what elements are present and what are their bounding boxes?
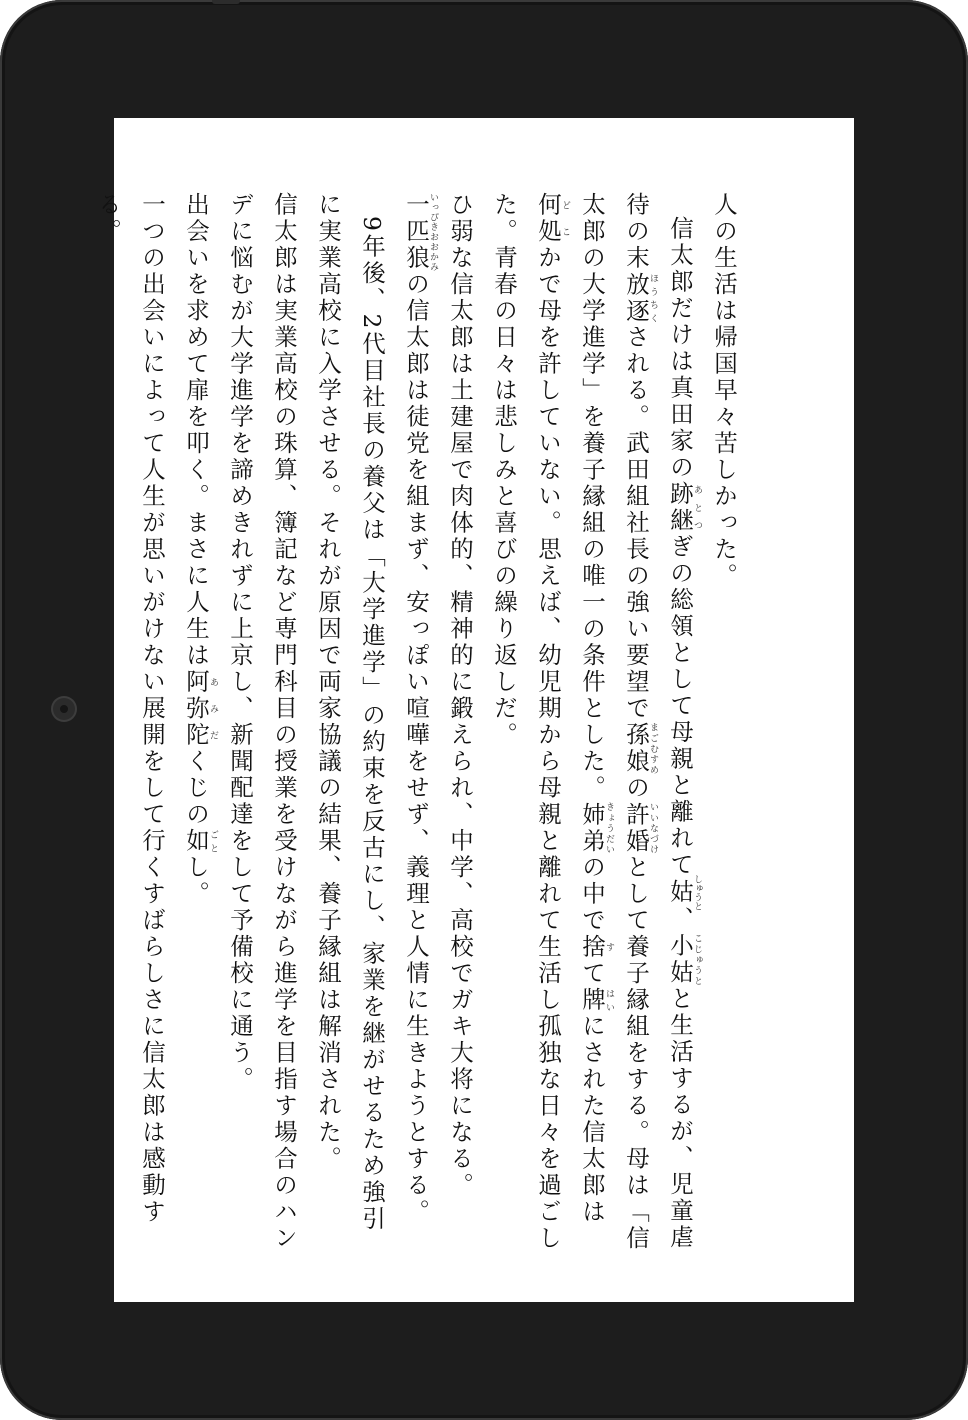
text-run: の信太郎は徒党を組まず、安っぽい喧嘩をせず、義理と人情に生きようとする。 bbox=[402, 271, 430, 1226]
text-run: 、 bbox=[666, 906, 694, 933]
ruby-base: 一匹狼 bbox=[402, 192, 430, 272]
ruby-base: 阿弥陀 bbox=[182, 669, 210, 749]
paragraph bbox=[482, 192, 702, 1252]
ruby-annotation: まごむすめ bbox=[648, 722, 658, 775]
ruby-annotation: いっぴきおおかみ bbox=[428, 192, 438, 272]
text-run: 9年後、2代目社長の養父は「大学進学」の約束を反古にし、家業を継がせるため強引に実業高校に入学させる。それが原因で両家協議の結果、養子縁組は解消された。 bbox=[314, 192, 386, 1232]
ruby-word bbox=[666, 874, 702, 910]
text-run: 人の生活は帰国早々苦しかった。 bbox=[710, 192, 738, 590]
paragraph bbox=[174, 192, 218, 1252]
text-run: と生活するが、児童虐待の末 bbox=[622, 192, 694, 1251]
ruby-base: 許婚 bbox=[622, 801, 650, 855]
text-run: かで母を許していない。思えば、幼児期から母親と離れて生活し孤独な日々を過ごした。青春の日々は悲しみと喜びの繰り返しだ。 bbox=[490, 192, 562, 1252]
text-run: て bbox=[578, 960, 606, 987]
ruby-base: 小姑 bbox=[666, 932, 694, 986]
ruby-word bbox=[666, 932, 702, 986]
ruby-word bbox=[666, 480, 702, 534]
ruby-word bbox=[534, 192, 570, 245]
ruby-word bbox=[578, 987, 614, 1014]
reader-screen[interactable] bbox=[94, 118, 854, 1302]
text-run: 一つの出会いによって人生が思いがけない展開をして行くすばらしさに信太郎は感動する。 bbox=[94, 192, 166, 1226]
ruby-annotation: きょうだい bbox=[604, 801, 614, 855]
ruby-base: 如 bbox=[182, 828, 210, 855]
ruby-word bbox=[402, 192, 438, 272]
ruby-word bbox=[622, 722, 658, 775]
paragraph bbox=[218, 192, 306, 1252]
ruby-base: 跡継 bbox=[666, 480, 694, 534]
ruby-annotation: あみだ bbox=[208, 669, 218, 749]
ruby-annotation: いいなづけ bbox=[648, 801, 658, 855]
ruby-annotation: ほうちく bbox=[648, 271, 658, 325]
camera-icon bbox=[53, 698, 75, 720]
text-run: として養子縁組をする。母は「信太郎の大学進学」を養子縁組の唯一の条件とした。 bbox=[578, 192, 650, 1252]
ruby-base: 捨 bbox=[578, 934, 606, 961]
ruby-base: 牌 bbox=[578, 987, 606, 1014]
text-run: 信太郎だけは真田家の bbox=[666, 215, 694, 481]
text-run: ひ弱な信太郎は土建屋で肉体的、精神的に鍛えられ、中学、高校でガキ大将になる。 bbox=[446, 192, 474, 1199]
text-run: の bbox=[622, 775, 650, 802]
ruby-base: 放逐 bbox=[622, 271, 650, 325]
ruby-annotation: す bbox=[604, 934, 614, 961]
ruby-word bbox=[578, 934, 614, 961]
text-run: 出会いを求めて扉を叩く。まさに人生は bbox=[182, 192, 210, 669]
ruby-base: 何処 bbox=[534, 192, 562, 245]
text-run: 信太郎は実業高校の珠算、簿記など専門科目の授業を受けながら進学を目指す場合のハンデに悩むが大学進学を諦めきれずに上京し、新聞配達をして予備校に通う。 bbox=[226, 192, 298, 1252]
paragraph bbox=[306, 192, 394, 1252]
ruby-annotation: しゅうと bbox=[692, 874, 702, 910]
speaker-notch bbox=[212, 0, 240, 4]
text-run: くじの bbox=[182, 748, 210, 828]
vertical-text-page bbox=[86, 192, 746, 1252]
paragraph bbox=[394, 192, 482, 1252]
paragraph bbox=[702, 192, 746, 1252]
text-run: にされた信太郎は bbox=[578, 1013, 606, 1226]
ruby-annotation: ごと bbox=[208, 828, 218, 855]
ruby-annotation: どこ bbox=[560, 192, 570, 245]
ruby-word bbox=[622, 271, 658, 325]
text-run: の中で bbox=[578, 854, 606, 934]
ruby-base: 姉弟 bbox=[578, 801, 606, 855]
ruby-annotation: はい bbox=[604, 987, 614, 1014]
ruby-word bbox=[182, 669, 218, 749]
text-run: し。 bbox=[182, 854, 210, 908]
paragraph bbox=[86, 192, 174, 1252]
ruby-base: 姑 bbox=[666, 874, 694, 910]
text-run: ぎの総領として母親と離れて bbox=[666, 533, 694, 878]
ruby-word bbox=[182, 828, 218, 855]
ruby-base: 孫娘 bbox=[622, 722, 650, 775]
ruby-annotation: あとつ bbox=[692, 480, 702, 534]
text-run: される。武田組社長の強い要望で bbox=[622, 324, 650, 722]
ruby-word bbox=[578, 801, 614, 855]
ruby-annotation: こじゅうと bbox=[692, 932, 702, 986]
ruby-word bbox=[622, 801, 658, 855]
